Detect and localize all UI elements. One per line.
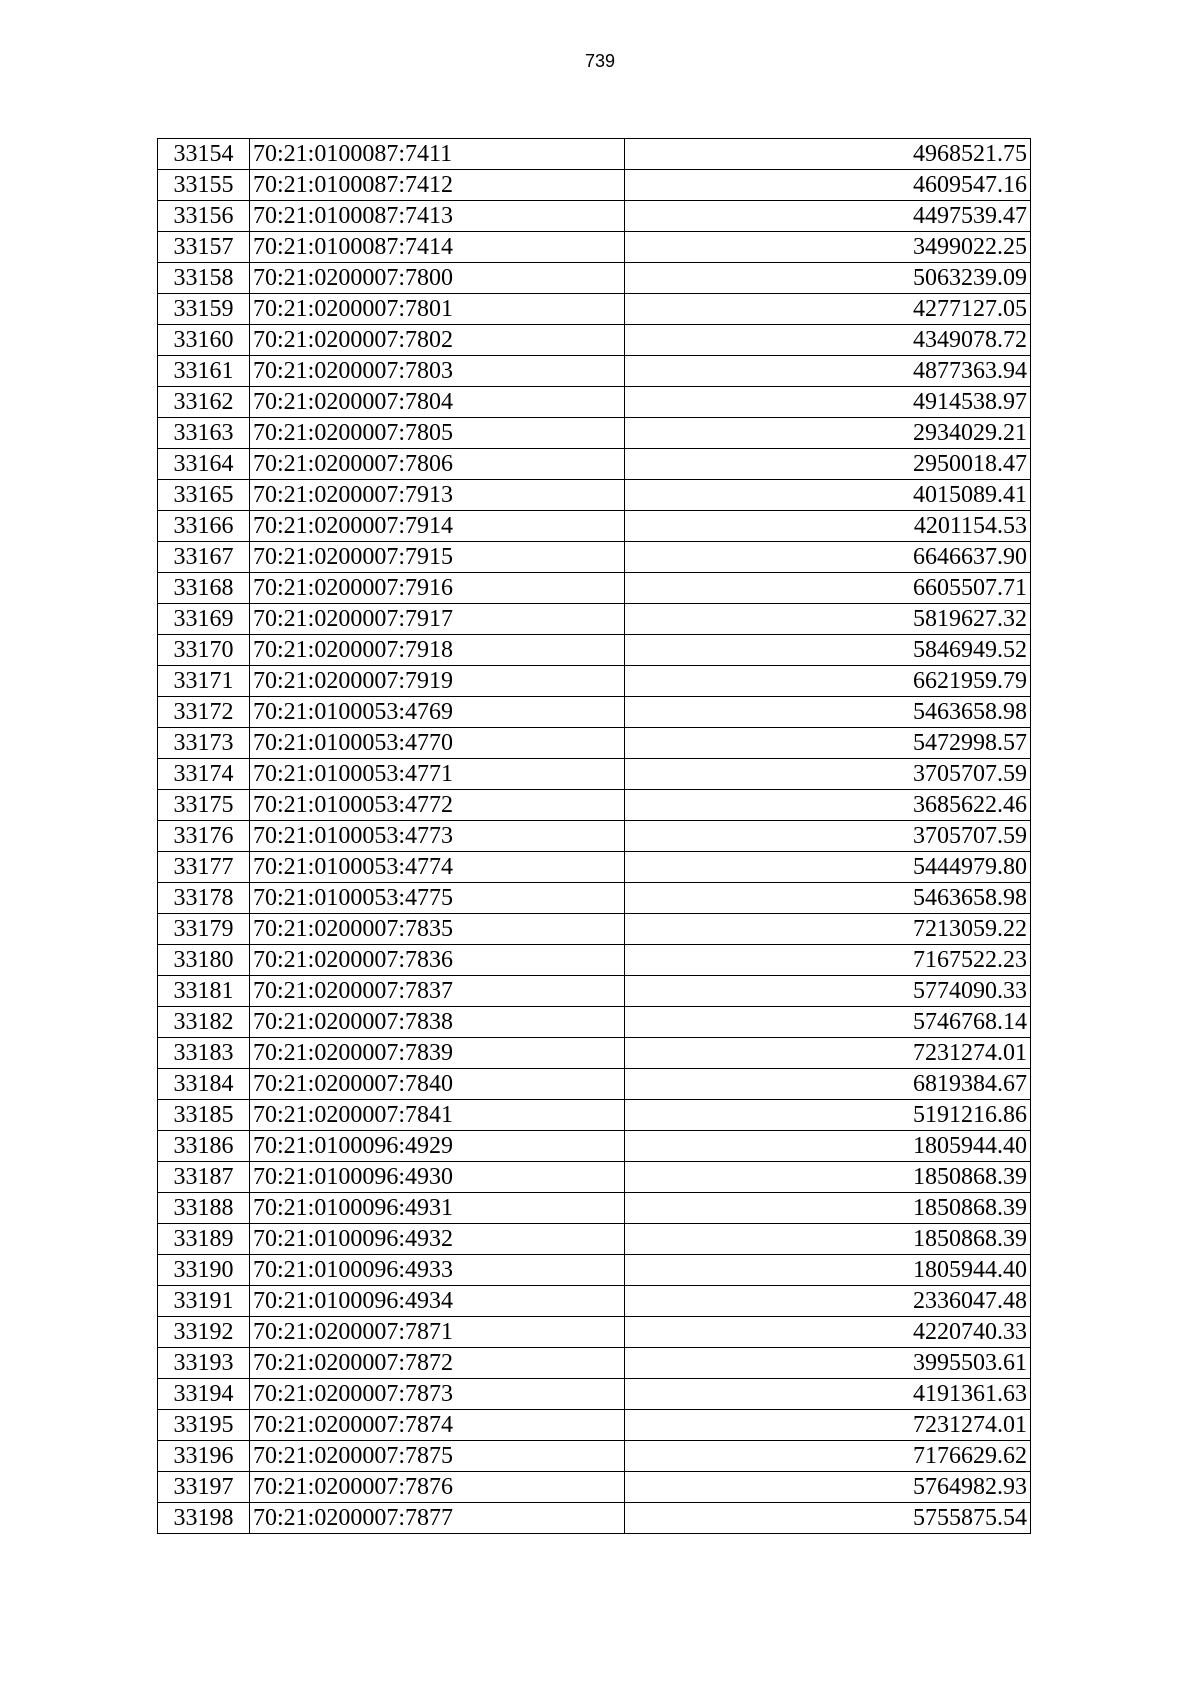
cadastral-number-cell: 70:21:0200007:7841 <box>250 1100 625 1131</box>
table-row <box>158 666 1031 697</box>
row-number-cell: 33179 <box>158 914 250 945</box>
cadastral-number-cell: 70:21:0200007:7805 <box>250 418 625 449</box>
row-number-cell: 33171 <box>158 666 250 697</box>
table-row <box>158 1193 1031 1224</box>
table-row <box>158 573 1031 604</box>
cadastral-value-cell: 1805944.40 <box>625 1131 1031 1162</box>
row-number-cell: 33160 <box>158 325 250 356</box>
table-row <box>158 697 1031 728</box>
cadastral-value-cell: 5472998.57 <box>625 728 1031 759</box>
cadastral-number-cell: 70:21:0200007:7876 <box>250 1472 625 1503</box>
table-row <box>158 1224 1031 1255</box>
cadastral-value-cell: 2934029.21 <box>625 418 1031 449</box>
cadastral-value-cell: 7231274.01 <box>625 1038 1031 1069</box>
cadastral-value-cell: 5846949.52 <box>625 635 1031 666</box>
cadastral-value-cell: 2336047.48 <box>625 1286 1031 1317</box>
cadastral-number-cell: 70:21:0100053:4774 <box>250 852 625 883</box>
row-number-cell: 33189 <box>158 1224 250 1255</box>
row-number-cell: 33191 <box>158 1286 250 1317</box>
cadastral-number-cell: 70:21:0200007:7837 <box>250 976 625 1007</box>
cadastral-number-cell: 70:21:0200007:7914 <box>250 511 625 542</box>
cadastral-value-cell: 5764982.93 <box>625 1472 1031 1503</box>
cadastral-number-cell: 70:21:0100053:4775 <box>250 883 625 914</box>
cadastral-number-cell: 70:21:0200007:7872 <box>250 1348 625 1379</box>
cadastral-value-cell: 5463658.98 <box>625 883 1031 914</box>
table-row <box>158 1317 1031 1348</box>
row-number-cell: 33186 <box>158 1131 250 1162</box>
table-row <box>158 356 1031 387</box>
table-row <box>158 511 1031 542</box>
row-number-cell: 33162 <box>158 387 250 418</box>
row-number-cell: 33195 <box>158 1410 250 1441</box>
row-number-cell: 33170 <box>158 635 250 666</box>
table-row <box>158 449 1031 480</box>
table-row <box>158 1100 1031 1131</box>
row-number-cell: 33176 <box>158 821 250 852</box>
row-number-cell: 33154 <box>158 139 250 170</box>
table-row <box>158 387 1031 418</box>
row-number-cell: 33180 <box>158 945 250 976</box>
cadastral-number-cell: 70:21:0200007:7877 <box>250 1503 625 1534</box>
row-number-cell: 33182 <box>158 1007 250 1038</box>
table-row <box>158 728 1031 759</box>
table-row <box>158 201 1031 232</box>
cadastral-value-cell: 4609547.16 <box>625 170 1031 201</box>
row-number-cell: 33187 <box>158 1162 250 1193</box>
table-row <box>158 1348 1031 1379</box>
row-number-cell: 33156 <box>158 201 250 232</box>
cadastral-number-cell: 70:21:0200007:7804 <box>250 387 625 418</box>
cadastral-value-cell: 6819384.67 <box>625 1069 1031 1100</box>
cadastral-value-cell: 5755875.54 <box>625 1503 1031 1534</box>
cadastral-value-cell: 4015089.41 <box>625 480 1031 511</box>
cadastral-number-cell: 70:21:0100053:4773 <box>250 821 625 852</box>
row-number-cell: 33155 <box>158 170 250 201</box>
table-row <box>158 914 1031 945</box>
cadastral-number-cell: 70:21:0100087:7413 <box>250 201 625 232</box>
cadastral-value-table <box>157 138 1031 1534</box>
table-row <box>158 976 1031 1007</box>
row-number-cell: 33177 <box>158 852 250 883</box>
table-row <box>158 945 1031 976</box>
cadastral-value-cell: 6621959.79 <box>625 666 1031 697</box>
cadastral-value-cell: 4914538.97 <box>625 387 1031 418</box>
cadastral-value-cell: 2950018.47 <box>625 449 1031 480</box>
cadastral-value-cell: 3705707.59 <box>625 821 1031 852</box>
table-row <box>158 1255 1031 1286</box>
cadastral-value-cell: 5746768.14 <box>625 1007 1031 1038</box>
row-number-cell: 33166 <box>158 511 250 542</box>
row-number-cell: 33165 <box>158 480 250 511</box>
cadastral-value-cell: 4220740.33 <box>625 1317 1031 1348</box>
cadastral-number-cell: 70:21:0200007:7800 <box>250 263 625 294</box>
cadastral-number-cell: 70:21:0100087:7414 <box>250 232 625 263</box>
row-number-cell: 33158 <box>158 263 250 294</box>
row-number-cell: 33198 <box>158 1503 250 1534</box>
cadastral-number-cell: 70:21:0100053:4770 <box>250 728 625 759</box>
table-row <box>158 883 1031 914</box>
cadastral-number-cell: 70:21:0200007:7871 <box>250 1317 625 1348</box>
cadastral-value-cell: 6605507.71 <box>625 573 1031 604</box>
table-row <box>158 1410 1031 1441</box>
cadastral-number-cell: 70:21:0200007:7918 <box>250 635 625 666</box>
table-row <box>158 1162 1031 1193</box>
cadastral-number-cell: 70:21:0100096:4932 <box>250 1224 625 1255</box>
row-number-cell: 33164 <box>158 449 250 480</box>
cadastral-number-cell: 70:21:0200007:7838 <box>250 1007 625 1038</box>
page-number: 739 <box>584 51 616 71</box>
row-number-cell: 33183 <box>158 1038 250 1069</box>
cadastral-value-cell: 4497539.47 <box>625 201 1031 232</box>
table-row <box>158 1007 1031 1038</box>
table-row <box>158 263 1031 294</box>
row-number-cell: 33163 <box>158 418 250 449</box>
cadastral-value-cell: 3705707.59 <box>625 759 1031 790</box>
cadastral-number-cell: 70:21:0200007:7917 <box>250 604 625 635</box>
cadastral-value-cell: 4877363.94 <box>625 356 1031 387</box>
cadastral-number-cell: 70:21:0100087:7412 <box>250 170 625 201</box>
cadastral-value-cell: 7213059.22 <box>625 914 1031 945</box>
cadastral-value-cell: 3685622.46 <box>625 790 1031 821</box>
cadastral-number-cell: 70:21:0100053:4771 <box>250 759 625 790</box>
row-number-cell: 33168 <box>158 573 250 604</box>
cadastral-number-cell: 70:21:0200007:7873 <box>250 1379 625 1410</box>
cadastral-value-cell: 5191216.86 <box>625 1100 1031 1131</box>
row-number-cell: 33167 <box>158 542 250 573</box>
cadastral-value-cell: 4201154.53 <box>625 511 1031 542</box>
table-row <box>158 759 1031 790</box>
cadastral-value-cell: 5444979.80 <box>625 852 1031 883</box>
table-body <box>158 139 1031 1534</box>
row-number-cell: 33181 <box>158 976 250 1007</box>
row-number-cell: 33159 <box>158 294 250 325</box>
cadastral-value-cell: 7176629.62 <box>625 1441 1031 1472</box>
cadastral-number-cell: 70:21:0100096:4930 <box>250 1162 625 1193</box>
cadastral-number-cell: 70:21:0100053:4772 <box>250 790 625 821</box>
cadastral-value-cell: 1850868.39 <box>625 1224 1031 1255</box>
cadastral-value-cell: 1850868.39 <box>625 1193 1031 1224</box>
cadastral-value-cell: 4277127.05 <box>625 294 1031 325</box>
table-row <box>158 170 1031 201</box>
row-number-cell: 33193 <box>158 1348 250 1379</box>
table-row <box>158 1131 1031 1162</box>
row-number-cell: 33190 <box>158 1255 250 1286</box>
cadastral-value-cell: 5063239.09 <box>625 263 1031 294</box>
cadastral-number-cell: 70:21:0200007:7839 <box>250 1038 625 1069</box>
cadastral-value-cell: 5774090.33 <box>625 976 1031 1007</box>
table-row <box>158 325 1031 356</box>
cadastral-value-cell: 5819627.32 <box>625 604 1031 635</box>
row-number-cell: 33173 <box>158 728 250 759</box>
cadastral-number-cell: 70:21:0200007:7915 <box>250 542 625 573</box>
table-row <box>158 294 1031 325</box>
cadastral-number-cell: 70:21:0100096:4929 <box>250 1131 625 1162</box>
cadastral-number-cell: 70:21:0100053:4769 <box>250 697 625 728</box>
cadastral-value-cell: 4968521.75 <box>625 139 1031 170</box>
row-number-cell: 33184 <box>158 1069 250 1100</box>
row-number-cell: 33169 <box>158 604 250 635</box>
table-row <box>158 139 1031 170</box>
row-number-cell: 33172 <box>158 697 250 728</box>
cadastral-value-cell: 6646637.90 <box>625 542 1031 573</box>
table-row <box>158 1503 1031 1534</box>
row-number-cell: 33157 <box>158 232 250 263</box>
table-row <box>158 852 1031 883</box>
row-number-cell: 33161 <box>158 356 250 387</box>
table-row <box>158 1069 1031 1100</box>
cadastral-value-cell: 7167522.23 <box>625 945 1031 976</box>
table-row <box>158 480 1031 511</box>
cadastral-number-cell: 70:21:0200007:7802 <box>250 325 625 356</box>
cadastral-number-cell: 70:21:0200007:7916 <box>250 573 625 604</box>
cadastral-number-cell: 70:21:0200007:7875 <box>250 1441 625 1472</box>
row-number-cell: 33192 <box>158 1317 250 1348</box>
cadastral-number-cell: 70:21:0100087:7411 <box>250 139 625 170</box>
table-row <box>158 604 1031 635</box>
cadastral-number-cell: 70:21:0100096:4934 <box>250 1286 625 1317</box>
table-row <box>158 232 1031 263</box>
row-number-cell: 33185 <box>158 1100 250 1131</box>
table-row <box>158 1379 1031 1410</box>
cadastral-number-cell: 70:21:0100096:4931 <box>250 1193 625 1224</box>
cadastral-number-cell: 70:21:0100096:4933 <box>250 1255 625 1286</box>
table-row <box>158 1286 1031 1317</box>
row-number-cell: 33175 <box>158 790 250 821</box>
table-row <box>158 635 1031 666</box>
row-number-cell: 33174 <box>158 759 250 790</box>
cadastral-value-cell: 1850868.39 <box>625 1162 1031 1193</box>
cadastral-value-cell: 3499022.25 <box>625 232 1031 263</box>
cadastral-number-cell: 70:21:0200007:7806 <box>250 449 625 480</box>
row-number-cell: 33197 <box>158 1472 250 1503</box>
table-row <box>158 1441 1031 1472</box>
table-row <box>158 542 1031 573</box>
cadastral-number-cell: 70:21:0200007:7840 <box>250 1069 625 1100</box>
table-row <box>158 418 1031 449</box>
cadastral-number-cell: 70:21:0200007:7836 <box>250 945 625 976</box>
cadastral-number-cell: 70:21:0200007:7835 <box>250 914 625 945</box>
cadastral-value-cell: 4191361.63 <box>625 1379 1031 1410</box>
cadastral-number-cell: 70:21:0200007:7913 <box>250 480 625 511</box>
cadastral-value-cell: 5463658.98 <box>625 697 1031 728</box>
cadastral-value-cell: 4349078.72 <box>625 325 1031 356</box>
cadastral-number-cell: 70:21:0200007:7919 <box>250 666 625 697</box>
cadastral-number-cell: 70:21:0200007:7801 <box>250 294 625 325</box>
table-row <box>158 1472 1031 1503</box>
table-row <box>158 821 1031 852</box>
cadastral-value-cell: 7231274.01 <box>625 1410 1031 1441</box>
row-number-cell: 33194 <box>158 1379 250 1410</box>
row-number-cell: 33188 <box>158 1193 250 1224</box>
row-number-cell: 33196 <box>158 1441 250 1472</box>
cadastral-value-cell: 3995503.61 <box>625 1348 1031 1379</box>
table-row <box>158 790 1031 821</box>
table-row <box>158 1038 1031 1069</box>
cadastral-value-cell: 1805944.40 <box>625 1255 1031 1286</box>
row-number-cell: 33178 <box>158 883 250 914</box>
cadastral-number-cell: 70:21:0200007:7803 <box>250 356 625 387</box>
cadastral-number-cell: 70:21:0200007:7874 <box>250 1410 625 1441</box>
